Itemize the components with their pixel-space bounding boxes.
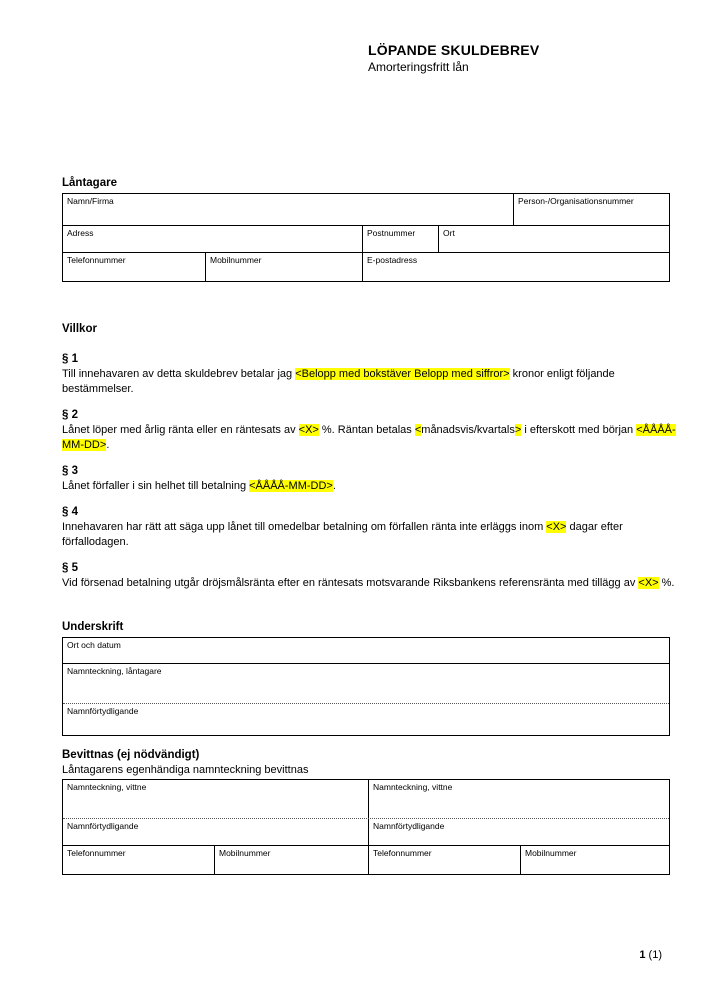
term-text: Innehavaren har rätt att säga upp lånet till omedelbar betalning om förfallen ränta inte erläggs inom <X> dagar efter förfallodagen.: [62, 521, 623, 548]
borrower-heading: Låntagare: [62, 177, 117, 189]
witness2-signature-field[interactable]: [369, 780, 669, 818]
table-row: [63, 664, 669, 704]
borrower-zip-field[interactable]: [363, 226, 439, 252]
table-row: [63, 226, 669, 253]
field-label: Namnteckning, vittne: [67, 782, 147, 792]
term-label: § 1: [62, 353, 78, 365]
page-number-current: 1: [639, 949, 646, 961]
table-row: [63, 253, 669, 281]
document-title: LÖPANDE SKULDEBREV: [368, 42, 540, 58]
page-number-total: (1): [645, 949, 662, 961]
table-row: [63, 194, 669, 226]
placeholder-highlight: <Belopp med bokstäver Belopp med siffror>: [295, 368, 510, 380]
witness1-clarification-field[interactable]: [63, 819, 369, 845]
term-text: Vid försenad betalning utgår dröjsmålsränta efter en räntesats motsvarande Riksbankens referensränta med tillägg av <X> %.: [62, 577, 675, 589]
field-label: Telefonnummer: [67, 848, 126, 858]
terms-list: [62, 352, 676, 591]
field-label: Mobilnummer: [219, 848, 271, 858]
placeholder-highlight: <ÅÅÅÅ-MM-DD>: [249, 480, 333, 492]
placeholder-highlight: <X>: [638, 577, 659, 589]
table-row: [63, 846, 669, 874]
page-number: [639, 949, 662, 961]
term-label: § 4: [62, 506, 78, 518]
borrower-phone-field[interactable]: [63, 253, 206, 281]
table-row: [63, 638, 669, 664]
witness1-signature-field[interactable]: [63, 780, 369, 818]
table-row: [63, 819, 669, 846]
field-label: Namnteckning, låntagare: [67, 666, 162, 676]
field-label: Person-/Organisationsnummer: [518, 196, 634, 206]
witness2-phone-field[interactable]: [369, 846, 521, 874]
term-label: § 2: [62, 409, 78, 421]
signature-table: [62, 637, 670, 736]
placeholder-highlight: <ÅÅÅÅ-MM-DD>: [62, 424, 676, 451]
field-label: Namn/Firma: [67, 196, 114, 206]
field-label: Telefonnummer: [67, 255, 126, 265]
signature-section: [62, 620, 674, 736]
witness-subtitle: Låntagarens egenhändiga namnteckning bevittnas: [62, 764, 309, 776]
field-label: Namnteckning, vittne: [373, 782, 453, 792]
term-text: Till innehavaren av detta skuldebrev betalar jag <Belopp med bokstäver Belopp med siffror> kronor enligt följande bestämmelser.: [62, 368, 615, 395]
field-label: Adress: [67, 228, 94, 238]
term-label: § 3: [62, 465, 78, 477]
witness-heading: Bevittnas (ej nödvändigt): [62, 749, 200, 761]
document-header: [368, 42, 539, 74]
borrower-orgnr-field[interactable]: [514, 194, 669, 225]
placeholder-highlight: >: [514, 424, 522, 436]
term-text: Lånet förfaller i sin helhet till betalning <ÅÅÅÅ-MM-DD>.: [62, 480, 336, 492]
borrower-address-field[interactable]: [63, 226, 363, 252]
field-label: Namnförtydligande: [67, 821, 139, 831]
term-paragraph: [62, 561, 676, 591]
witness-section: [62, 748, 674, 875]
signature-heading: Underskrift: [62, 621, 124, 633]
field-label: Namnförtydligande: [67, 706, 139, 716]
borrower-table: [62, 193, 670, 282]
field-label: Ort och datum: [67, 640, 121, 650]
borrower-city-field[interactable]: [439, 226, 669, 252]
term-paragraph: [62, 505, 676, 550]
placeholder-highlight: <X>: [546, 521, 567, 533]
term-text: Lånet löper med årlig ränta eller en räntesats av <X> %. Räntan betalas <månadsvis/kvartals> i efterskott med början <ÅÅÅÅ-MM-DD>.: [62, 424, 676, 451]
term-paragraph: [62, 464, 676, 494]
witness2-mobile-field[interactable]: [521, 846, 669, 874]
signature-place-date-field[interactable]: [63, 638, 669, 663]
field-label: Namnförtydligande: [373, 821, 445, 831]
witness2-clarification-field[interactable]: [369, 819, 669, 845]
field-label: Telefonnummer: [373, 848, 432, 858]
table-row: [63, 780, 669, 819]
terms-section: [62, 322, 676, 602]
terms-heading: Villkor: [62, 323, 97, 335]
term-paragraph: [62, 408, 676, 453]
borrower-name-field[interactable]: [63, 194, 514, 225]
borrower-email-field[interactable]: [363, 253, 669, 281]
field-label: Ort: [443, 228, 455, 238]
placeholder-highlight: <X>: [298, 424, 319, 436]
document-subtitle: Amorteringsfritt lån: [368, 60, 469, 74]
witness1-mobile-field[interactable]: [215, 846, 369, 874]
field-label: Mobilnummer: [525, 848, 577, 858]
witness1-phone-field[interactable]: [63, 846, 215, 874]
table-row: [63, 704, 669, 735]
placeholder-highlight: <: [414, 424, 422, 436]
term-paragraph: [62, 352, 676, 397]
borrower-mobile-field[interactable]: [206, 253, 363, 281]
field-label: Mobilnummer: [210, 255, 262, 265]
term-label: § 5: [62, 562, 78, 574]
witness-table: [62, 779, 670, 875]
signature-signature-field[interactable]: [63, 664, 669, 703]
field-label: E-postadress: [367, 255, 418, 265]
field-label: Postnummer: [367, 228, 416, 238]
borrower-section: [62, 176, 674, 282]
signature-clarification-field[interactable]: [63, 704, 669, 735]
